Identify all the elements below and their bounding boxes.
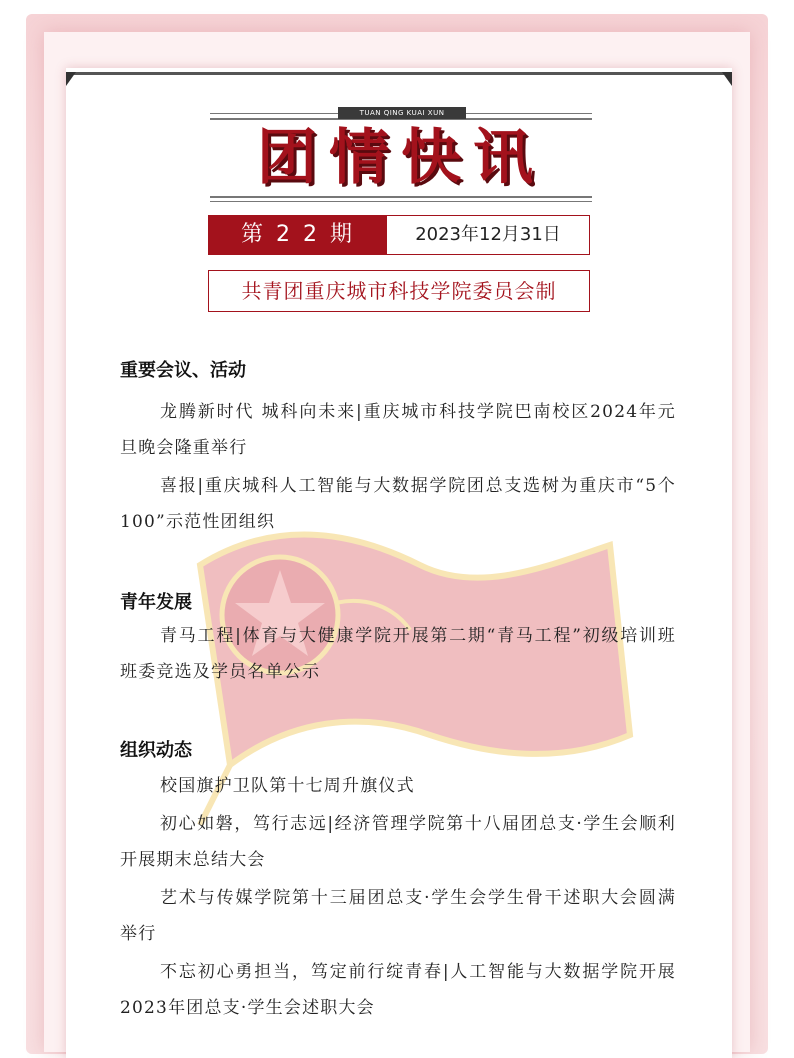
news-item[interactable]: 艺术与传媒学院第十三届团总支·学生会学生骨干述职大会圆满举行 (120, 888, 676, 944)
news-item[interactable]: 校国旗护卫队第十七周升旗仪式 (160, 776, 415, 796)
issue-bar (208, 215, 590, 255)
page-title: 团情快讯 (257, 123, 545, 193)
issue-date: 2023年12月31日 (415, 224, 561, 245)
corner-ornament-right (722, 72, 732, 86)
section-title-organization: 组织动态 (120, 740, 192, 761)
issue-number: 第 2 2 期 (209, 216, 387, 254)
header-rule-bottom-thick (210, 196, 592, 198)
top-rule (72, 72, 732, 75)
section-title-youth-development: 青年发展 (120, 592, 192, 613)
news-item[interactable]: 青马工程|体育与大健康学院开展第二期“青马工程”初级培训班班委竞选及学员名单公示 (120, 626, 676, 682)
news-item[interactable]: 不忘初心勇担当，笃定前行绽青春|人工智能与大数据学院开展2023年团总支·学生会述职大会 (120, 962, 676, 1018)
news-item[interactable]: 龙腾新时代 城科向未来|重庆城市科技学院巴南校区2024年元旦晚会隆重举行 (120, 402, 676, 458)
publisher-label: 共青团重庆城市科技学院委员会制 (208, 270, 590, 312)
header-rule-bottom (210, 201, 592, 202)
corner-ornament-left (66, 72, 76, 86)
news-item[interactable]: 喜报|重庆城科人工智能与大数据学院团总支选树为重庆市“5个100”示范性团组织 (120, 476, 676, 532)
news-item[interactable]: 初心如磐，笃行志远|经济管理学院第十八届团总支·学生会顺利开展期末总结大会 (120, 814, 676, 870)
section-title-meetings: 重要会议、活动 (120, 360, 246, 381)
header-pinyin-tag: TUAN QING KUAI XUN (338, 107, 466, 119)
